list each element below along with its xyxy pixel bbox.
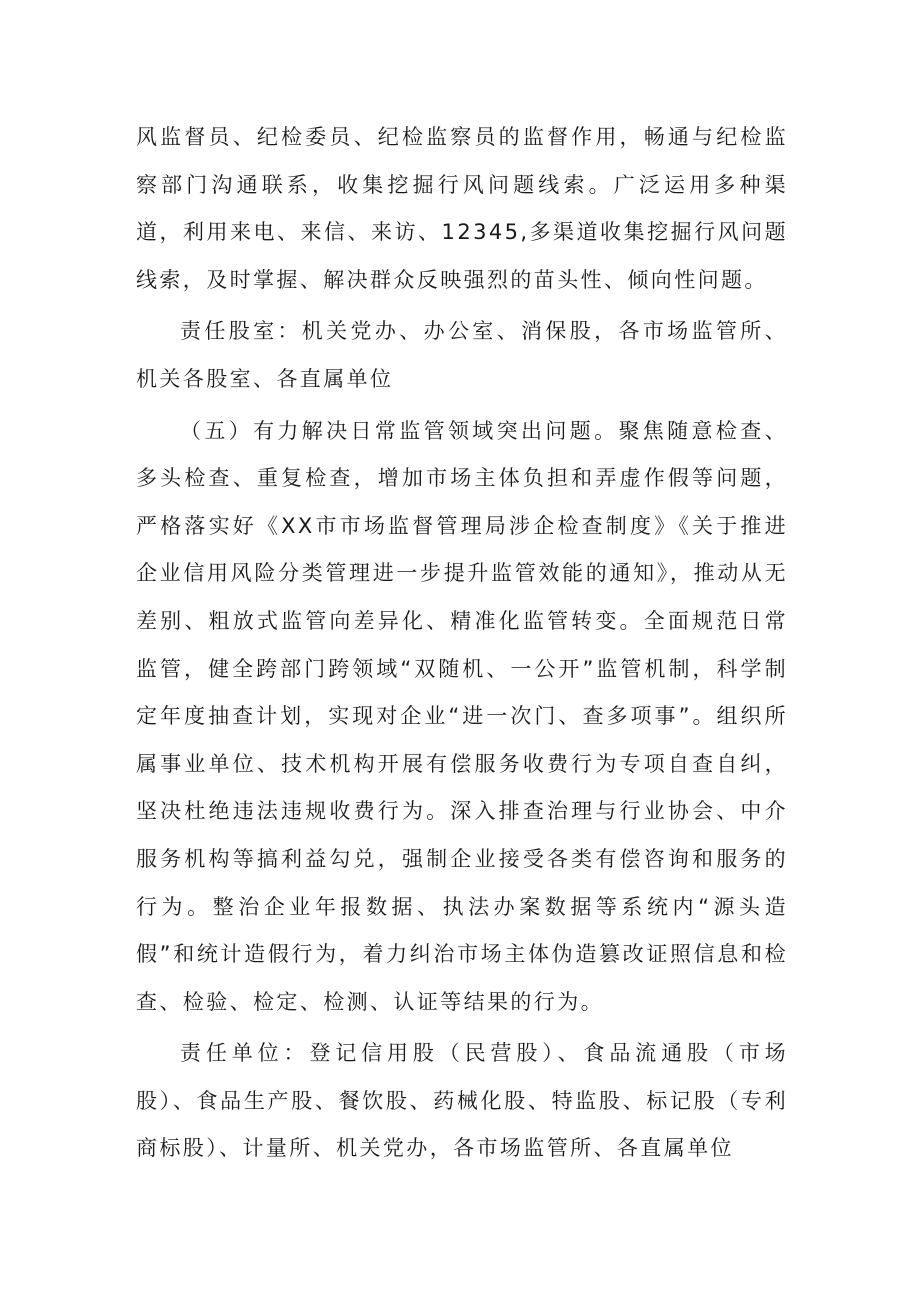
document-body [136, 114, 788, 1173]
paragraph-responsible-units: 责任单位：登记信用股（民营股）、食品流通股（市场股）、食品生产股、餐饮股、药械化股、特监股、标记股（专利商标股）、计量所、机关党办，各市场监管所、各直属单位 [136, 1041, 788, 1161]
paragraph-supervision-channels: 风监督员、纪检委员、纪检监察员的监督作用，畅通与纪检监察部门沟通联系，收集挖掘行风问题线索。广泛运用多种渠道，利用来电、来信、来访、12345,多渠道收集挖掘行风问题线索，及时掌握、解决群众反映强烈的苗头性、倾向性问题。 [136, 125, 788, 292]
paragraph-section-five: （五）有力解决日常监管领域突出问题。聚焦随意检查、多头检查、重复检查，增加市场主体负担和弄虚作假等问题，严格落实好《XX市市场监督管理局涉企检查制度》《关于推进企业信用风险分类管理进一步提升监管效能的通知》，推动从无差别、粗放式监管向差异化、精准化监管转变。全面规范日常监管，健全跨部门跨领域“双随机、一公开”监管机制，科学制定年度抽查计划，实现对企业“进一次门、查多项事”。组织所属事业单位、技术机构开展有偿服务收费行为专项自查自纠，坚决杜绝违法违规收费行为。深入排查治理与行业协会、中介服务机构等搞利益勾兑，强制企业接受各类有偿咨询和服务的行为。整治企业年报数据、执法办案数据等系统内“源头造假”和统计造假行为，着力纠治市场主体伪造篡改证照信息和检查、检验、检定、检测、认证等结果的行为。 [136, 418, 788, 1014]
paragraph-responsible-offices: 责任股室：机关党办、办公室、消保股，各市场监管所、机关各股室、各直属单位 [136, 319, 788, 391]
